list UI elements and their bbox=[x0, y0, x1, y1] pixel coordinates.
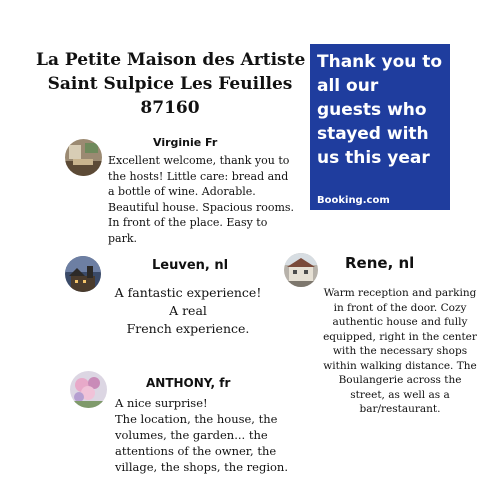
reviewer-name: ANTHONY, fr bbox=[146, 376, 231, 390]
town-photo-icon bbox=[65, 256, 101, 292]
listing-title bbox=[36, 48, 304, 120]
review-line: A nice surprise! bbox=[115, 396, 208, 410]
review-line: A fantastic experience! bbox=[114, 285, 262, 300]
review-line: A real bbox=[169, 303, 207, 318]
booking-brand: Booking.com bbox=[317, 195, 390, 206]
avatar-photo bbox=[284, 253, 318, 287]
review-line: The location, the house, the volumes, the garden... the attentions of the owner, the village, the shops, the region. bbox=[115, 412, 288, 474]
thank-you-banner bbox=[310, 44, 450, 210]
avatar-photo bbox=[70, 371, 107, 408]
review-line: French experience. bbox=[126, 321, 250, 336]
reviewer-name: Rene, nl bbox=[345, 254, 415, 272]
review-text: Warm reception and parking in front of the door. Cozy authentic house and fully equipped, right in the center with the necessary shops within walking distance. The Boulangerie across the street, as well as a bar/restaurant. bbox=[323, 287, 477, 415]
banner-message: Thank you to all our guests who stayed with us this year bbox=[317, 52, 443, 168]
reviewer-name: Virginie Fr bbox=[153, 136, 218, 149]
interior-photo-icon bbox=[65, 139, 102, 176]
avatar-photo bbox=[65, 256, 101, 292]
review-text: Excellent welcome, thank you to the hosts! Little care: bread and a bottle of wine. Adorable. Beautiful house. Spacious rooms. In front of the place. Easy to park. bbox=[108, 154, 295, 245]
review-text bbox=[108, 284, 268, 338]
title-line: La Petite Maison des Artiste bbox=[36, 50, 306, 70]
flowers-photo-icon bbox=[70, 371, 107, 408]
reviewer-name: Leuven, nl bbox=[152, 258, 229, 273]
review-text bbox=[115, 395, 315, 475]
avatar-photo bbox=[65, 139, 102, 176]
title-line: Saint Sulpice Les Feuilles bbox=[47, 74, 293, 94]
title-line: 87160 bbox=[140, 98, 200, 118]
house-photo-icon bbox=[284, 253, 318, 287]
